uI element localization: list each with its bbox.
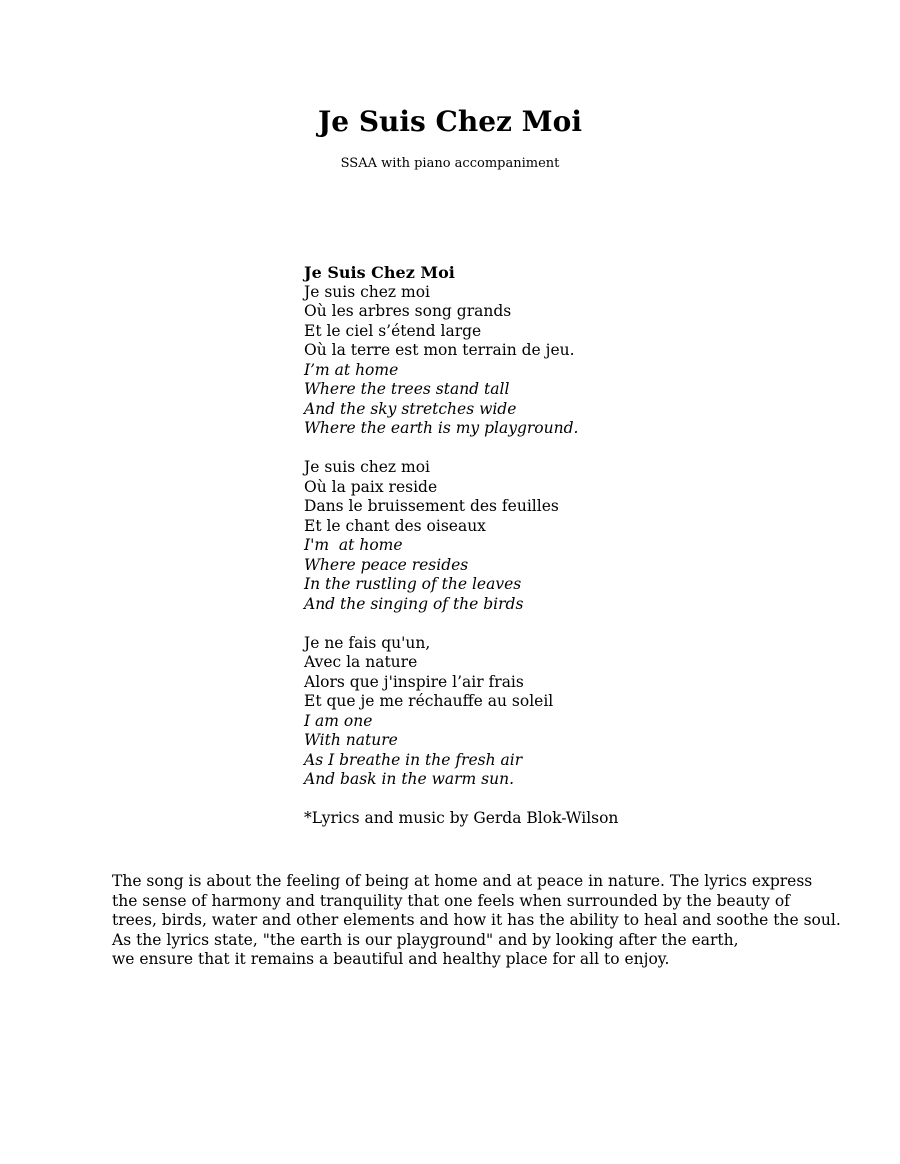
stanza-gap xyxy=(304,439,864,459)
stanza-2 xyxy=(304,458,864,614)
stanza-gap xyxy=(304,790,864,810)
lyric-line-french: Où les arbres song grands xyxy=(304,302,512,320)
description-line: The song is about the feeling of being at home and at peace in nature. The lyrics express xyxy=(112,872,813,890)
lyric-line-french: Et le ciel s’étend large xyxy=(304,321,482,340)
lyric-line-english: Where the trees stand tall xyxy=(304,380,510,398)
description-line: trees, birds, water and other elements and how it has the ability to heal and soothe the soul. xyxy=(112,911,841,929)
lyric-line-french: Alors que j'inspire l’air frais xyxy=(304,672,524,691)
stanza-1 xyxy=(304,283,864,439)
lyrics-credit: *Lyrics and music by Gerda Blok-Wilson xyxy=(304,809,619,827)
lyrics-block xyxy=(304,263,864,829)
lyric-line-french: Je suis chez moi xyxy=(304,458,431,476)
lyric-line-french: Je suis chez moi xyxy=(304,282,431,301)
lyric-line-english: As I breathe in the fresh air xyxy=(304,750,523,769)
lyric-line-french: Et que je me réchauffe au soleil xyxy=(304,692,554,710)
lyric-line-english: I'm at home xyxy=(304,536,403,554)
lyric-line-french: Avec la nature xyxy=(304,653,418,671)
lyric-line-english: With nature xyxy=(304,731,398,749)
lyric-line-english: And the sky stretches wide xyxy=(304,399,517,418)
lyric-line-french: Et le chant des oiseaux xyxy=(304,516,486,535)
lyric-line-english: I’m at home xyxy=(304,360,399,379)
song-description xyxy=(112,872,841,970)
lyric-line-english: And bask in the warm sun. xyxy=(304,770,515,788)
stanza-3 xyxy=(304,634,864,790)
lyric-line-english: And the singing of the birds xyxy=(304,594,524,613)
lyric-line-english: In the rustling of the leaves xyxy=(304,575,522,593)
page-subtitle: SSAA with piano accompaniment xyxy=(340,156,560,171)
description-line: the sense of harmony and tranquility that one feels when surrounded by the beauty of xyxy=(112,891,790,910)
stanza-gap xyxy=(304,614,864,634)
lyric-line-french: Où la terre est mon terrain de jeu. xyxy=(304,341,575,359)
page-title: Je Suis Chez Moi xyxy=(318,105,582,138)
lyric-line-english: Where peace resides xyxy=(304,555,469,574)
song-heading: Je Suis Chez Moi xyxy=(304,263,455,282)
lyric-line-french: Je ne fais qu'un, xyxy=(304,633,431,652)
lyric-line-french: Où la paix reside xyxy=(304,477,438,496)
lyric-line-english: Where the earth is my playground. xyxy=(304,419,579,437)
description-line: we ensure that it remains a beautiful and healthy place for all to enjoy. xyxy=(112,950,670,968)
lyric-line-french: Dans le bruissement des feuilles xyxy=(304,497,559,515)
description-line: As the lyrics state, "the earth is our playground" and by looking after the earth, xyxy=(112,930,739,949)
lyric-line-english: I am one xyxy=(304,711,373,730)
